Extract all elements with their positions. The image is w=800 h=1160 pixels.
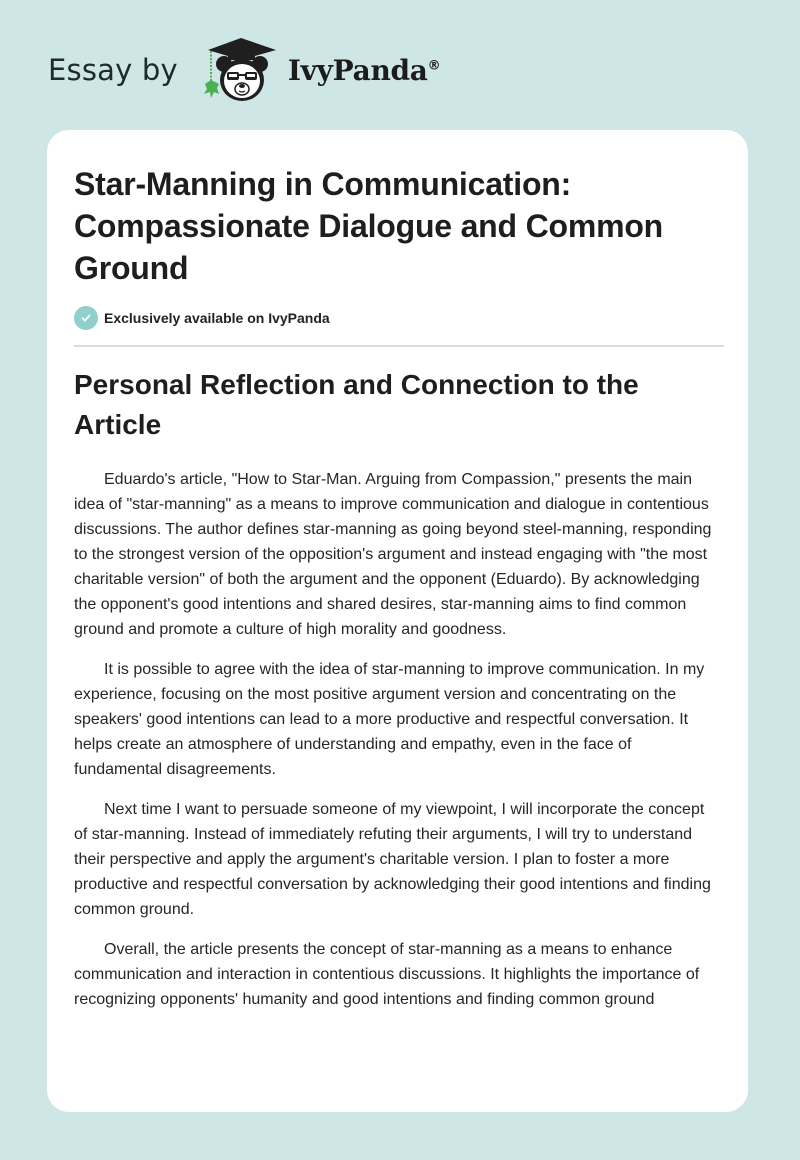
section-heading: Personal Reflection and Connection to the Article — [74, 369, 639, 440]
panda-graduate-icon — [198, 34, 284, 106]
essay-body — [74, 467, 722, 1027]
paragraph: Eduardo's article, "How to Star-Man. Arguing from Compassion," presents the main idea of "star-manning" as a means to improve communication and dialogue in contentious discussions. The author defines star-manning as going beyond steel-manning, responding to the strongest version of the opposition's argument and instead engaging with "the most charitable version" of both the argument and the opponent (Eduardo). By acknowledging the opponent's good intentions and shared desires, star-manning aims to find common ground and promote a culture of high morality and goodness. — [74, 471, 712, 638]
divider — [74, 345, 724, 347]
exclusive-badge — [74, 306, 330, 330]
check-circle-icon — [74, 306, 98, 330]
brand-prefix: Essay by — [48, 53, 178, 87]
brand-name — [288, 54, 440, 87]
paragraph: Next time I want to persuade someone of my viewpoint, I will incorporate the concept of star-manning. Instead of immediately refuting their arguments, I will try to understand their perspective and apply the argument's charitable version. I plan to foster a more productive and respectful conversation by acknowledging their good intentions and finding common ground. — [74, 801, 711, 918]
essay-title: Star-Manning in Communication: Compassionate Dialogue and Common Ground — [74, 166, 664, 286]
paragraph: It is possible to agree with the idea of star-manning to improve communication. In my experience, focusing on the most positive argument version and concentrating on the speakers' good intentions can lead to a more productive and respectful conversation. It helps create an atmosphere of understanding and empathy, even in the face of fundamental disagreements. — [74, 661, 705, 778]
paragraph: Overall, the article presents the concept of star-manning as a means to enhance communication and interaction in contentious discussions. It highlights the importance of recognizing opponents' humanity and good intentions and finding common ground — [74, 941, 700, 1008]
brand-header[interactable] — [48, 34, 440, 106]
registered-mark: ® — [427, 58, 441, 74]
exclusive-label: Exclusively available on IvyPanda — [104, 310, 330, 326]
brand-name-text: IvyPanda — [287, 53, 428, 87]
essay-card — [47, 130, 748, 1112]
